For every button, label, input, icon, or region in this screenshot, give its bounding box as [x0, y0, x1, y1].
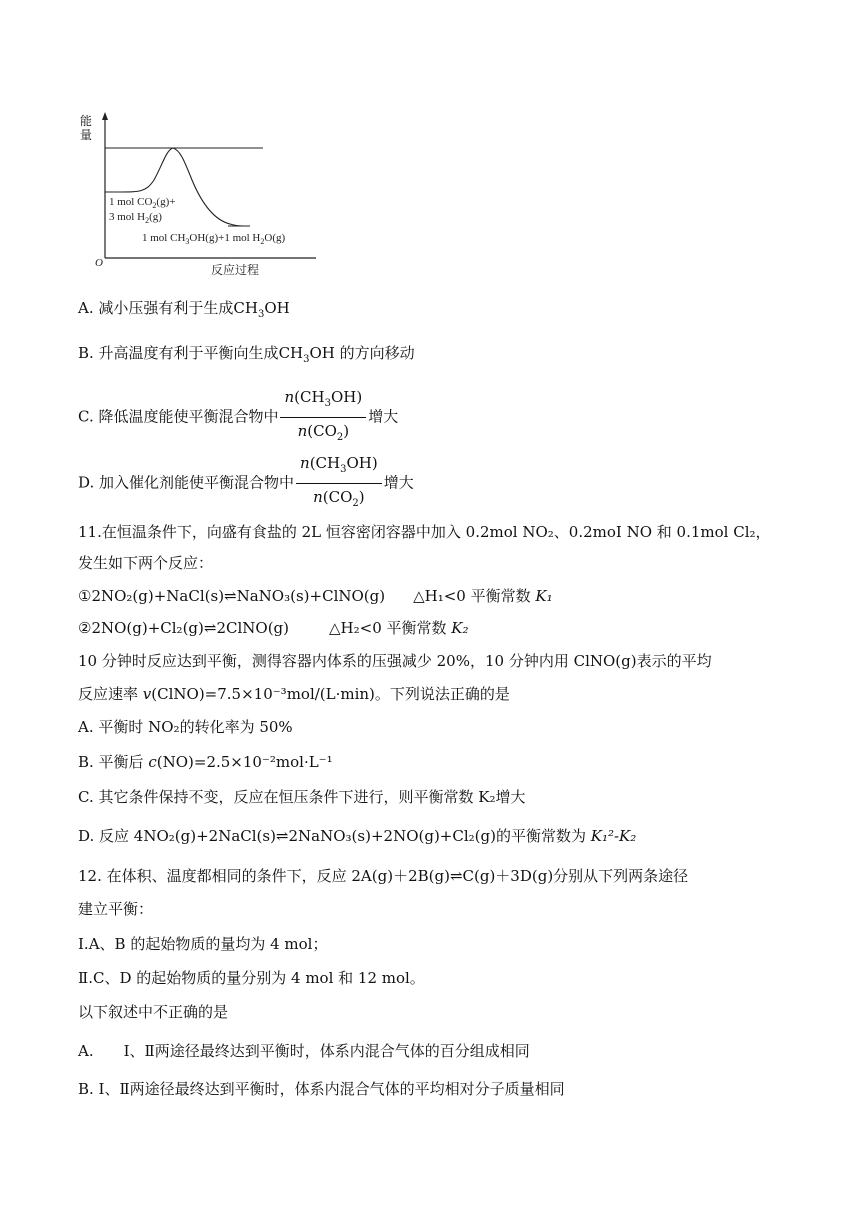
- q11-option-c: C. 其它条件保持不变，反应在恒压条件下进行，则平衡常数 K₂增大: [78, 788, 526, 806]
- ratio-fraction: $\frac{n(CH_3OH)}{n(CO_2)}$: [280, 386, 366, 449]
- q11-reaction-2: ②2NO(g)+Cl₂(g)⇌2ClNO(g) △H₂<0 平衡常数 K₂: [78, 619, 469, 637]
- reactants-label-1: 1 mol $CO_2(g)+$: [109, 196, 176, 210]
- q12-route-i: Ⅰ.A、B 的起始物质的量均为 4 mol；: [78, 935, 328, 953]
- q12-stem-line1: 12. 在体积、温度都相同的条件下，反应 2A(g)＋2B(g)⇌C(g)＋3D(g)分别从下列两条途径: [78, 867, 689, 885]
- q12-stem-line3: 以下叙述中不正确的是: [78, 1003, 229, 1021]
- q12-option-b: B. Ⅰ、Ⅱ两途径最终达到平衡时，体系内混合气体的平均相对分子质量相同: [78, 1080, 565, 1098]
- q11-option-a: A. 平衡时 NO₂的转化率为 50%: [78, 718, 293, 736]
- x-axis-label: 反应过程: [211, 263, 260, 277]
- products-label: 1 mol $CH_3OH(g)+1$ mol $H_2O(g)$: [142, 232, 286, 246]
- q10-option-c: C. 降低温度能使平衡混合物中 $\frac{n(CH_3OH)}{n(CO_2)}$ 增大: [78, 386, 398, 449]
- y-axis-arrow: [102, 112, 108, 120]
- q12-option-a: A. Ⅰ、Ⅱ两途径最终达到平衡时，体系内混合气体的百分组成相同: [78, 1042, 530, 1060]
- q10-option-a: A. 减小压强有利于生成$CH_3OH$: [78, 299, 290, 320]
- q12-stem-line2: 建立平衡：: [78, 900, 154, 918]
- q10-option-b: B. 升高温度有利于平衡向生成$CH_3OH$ 的方向移动: [78, 344, 415, 365]
- q11-stem-line2: 发生如下两个反应：: [78, 554, 214, 572]
- q11-stem-line3: 10 分钟时反应达到平衡，测得容器内体系的压强减少 20%，10 分钟内用 ClNO(g)表示的平均: [78, 652, 712, 670]
- origin-label: O: [95, 257, 103, 269]
- reactants-label-2: 3 mol $H_2(g)$: [109, 211, 162, 225]
- q12-route-ii: Ⅱ.C、D 的起始物质的量分别为 4 mol 和 12 mol。: [78, 969, 425, 987]
- y-axis-label: 能量: [80, 114, 93, 142]
- q11-option-d: D. 反应 4NO₂(g)+2NaCl(s)⇌2NaNO₃(s)+2NO(g)+Cl₂(g)的平衡常数为 K₁²-K₂: [78, 827, 637, 845]
- q11-option-b: B. 平衡后 c(NO)=2.5×10⁻²mol·L⁻¹: [78, 753, 333, 771]
- q10-option-d: D. 加入催化剂能使平衡混合物中 $\frac{n(CH_3OH)}{n(CO_2)}$ 增大: [78, 452, 414, 515]
- ratio-fraction: $\frac{n(CH_3OH)}{n(CO_2)}$: [296, 452, 382, 515]
- q11-stem-line4: 反应速率 v(ClNO)=7.5×10⁻³mol/(L·min)。下列说法正确的是: [78, 685, 510, 703]
- q11-stem-line1: 11.在恒温条件下，向盛有食盐的 2L 恒容密闭容器中加入 0.2mol NO₂、0.2moI NO 和 0.1mol Cl₂，: [78, 523, 771, 541]
- energy-profile-diagram: [78, 108, 328, 280]
- q11-reaction-1: ①2NO₂(g)+NaCl(s)⇌NaNO₃(s)+ClNO(g) △H₁<0 平衡常数 K₁: [78, 587, 553, 605]
